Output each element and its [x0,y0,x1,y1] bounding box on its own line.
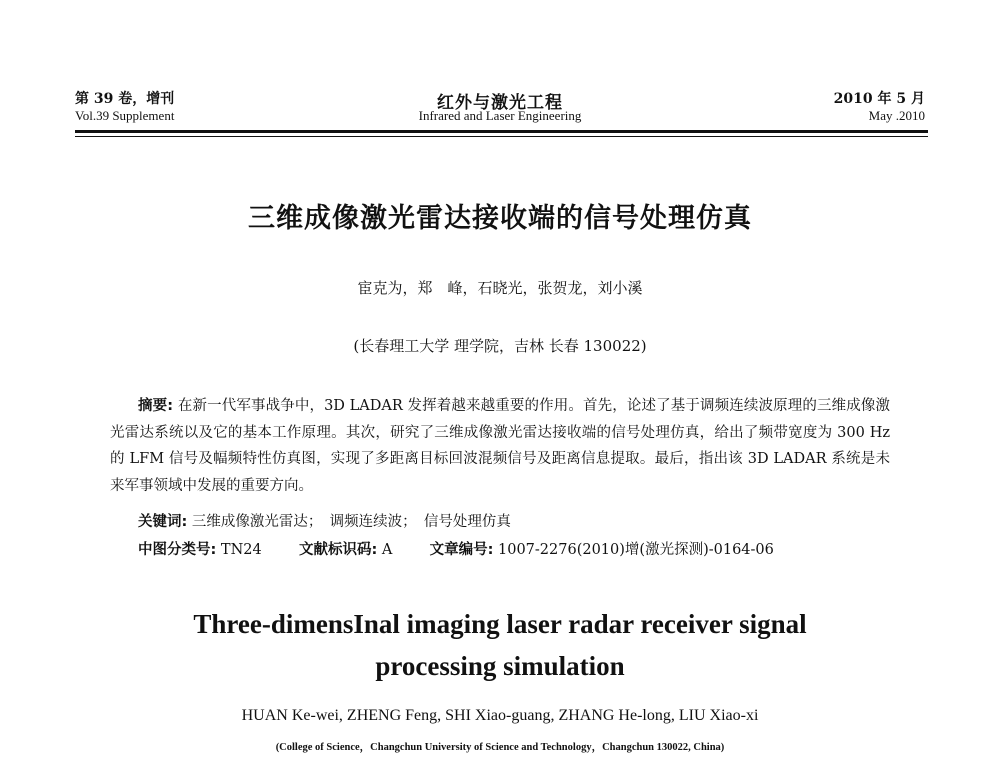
doc-code-label: 文献标识码: [298,542,378,558]
affiliation-cn: (长春理工大学 理学院，吉林 长春 130022) [353,337,647,355]
date-cn: 2010 年 5 月 [833,91,925,107]
volume-en: Vol.39 Supplement [75,108,175,123]
article-no-value: 1007-2276(2010)增(激光探测)-0164-06 [498,542,774,558]
article-title-en [0,603,1000,687]
article-title-cn: 三维成像激光雷达接收端的信号处理仿真 [248,203,752,234]
article-no-label: 文章编号: [429,542,494,558]
abstract-label: 摘要: [138,398,174,414]
title-en-line2: processing simulation [375,651,625,681]
doc-code-value: A [381,542,393,558]
journal-header [75,88,925,128]
header-rule-thin [75,136,928,137]
classification-line [138,538,774,559]
volume-cn: 第 39 卷，增刊 [75,91,175,107]
journal-name-cn: 红外与激光工程 [437,93,563,113]
date-en: May .2010 [868,108,925,123]
journal-name-en: Infrared and Laser Engineering [418,108,582,123]
class-value: TN24 [220,542,262,558]
title-en-line1: Three-dimensInal imaging laser radar receiver signal [193,609,807,639]
class-label: 中图分类号: [138,542,217,558]
keywords-label: 关键词: [138,514,188,530]
authors-cn: 宦克为，郑 峰，石晓光，张贺龙，刘小溪 [357,279,643,297]
keywords-value: 三维成像激光雷达； 调频连续波； 信号处理仿真 [191,514,511,530]
keywords [138,510,511,531]
authors-en: HUAN Ke-wei, ZHENG Feng, SHI Xiao-guang, ZHANG He-long, LIU Xiao-xi [241,707,759,724]
abstract [110,393,890,499]
header-rule-thick [75,130,928,133]
affiliation-en: (College of Science，Changchun University of Science and Technology，Changchun 130022, China) [275,742,725,753]
abstract-text: 在新一代军事战争中，3D LADAR 发挥着越来越重要的作用。首先，论述了基于调频连续波原理的三维成像激光雷达系统以及它的基本工作原理。其次，研究了三维成像激光雷达接收端的信号处理仿真，给出了频带宽度为 300 Hz 的 LFM 信号及幅频特性仿真图，实现了多距离目标回波混频信号及距离信息提取。最后，指出该 3D LADAR 系统是未来军事领域中发展的重要方向。 [110,398,891,494]
